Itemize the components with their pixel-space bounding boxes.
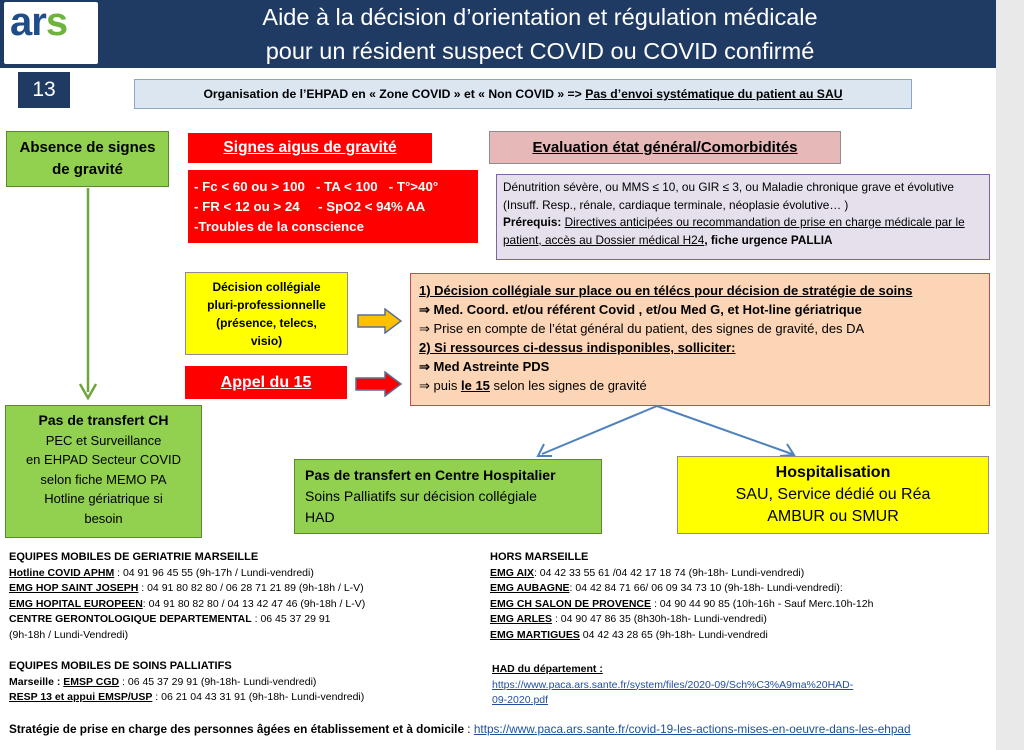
signes-title: Signes aigus de gravité — [188, 133, 432, 163]
had-link[interactable]: https://www.paca.ars.sante.fr/system/files/2020-09/Sch%C3%A9ma%20HAD- 09-2020.pdf — [492, 678, 854, 706]
ars-logo — [4, 2, 98, 64]
strategy-item1: ⇒ Med. Coord. et/ou référent Covid , et/ou Med G, et Hot-line gériatrique — [419, 302, 862, 317]
geriatrie-row: EMG HOP SAINT JOSEPH : 04 91 80 82 80 / 06 28 71 21 89 (9h-18h / L-V) — [9, 582, 364, 594]
hors-row: EMG ARLES : 04 90 47 86 35 (8h30h-18h- Lundi-vendredi) — [490, 613, 767, 625]
title-line-1: Aide à la décision d’orientation et régulation médicale — [262, 4, 818, 30]
arrow-icon: ⇒ — [419, 302, 434, 317]
slide-number: 13 — [18, 72, 70, 108]
red-right-arrow — [355, 371, 403, 397]
absence-line1: Absence de signes — [19, 139, 156, 156]
footer-link[interactable]: https://www.paca.ars.sante.fr/covid-19-les-actions-mises-en-oeuvre-dans-les-ehpad — [473, 722, 911, 736]
absence-line2: de gravité — [52, 161, 123, 178]
hors-marseille: HORS MARSEILLE EMG AIX: 04 42 33 55 61 /04 42 17 18 74 (9h-18h- Lundi-vendredi) EMG AUBAGNE: 04 42 84 71 66/ 06 09 34 73 10 (9h-18h- Lundi-vendredi): EMG CH SALON DE PROVENCE : 04 90 44 90 85 (10h-16h - Sauf Merc.10h-12h EMG ARLES : 04 90 47 86 35 (8h30h-18h- Lundi-vendredi) EMG MARTIGUES 04 42 43 28 65 (9h-18h- Lundi-vendredi — [490, 550, 910, 643]
hors-row: EMG AIX: 04 42 33 55 61 /04 42 17 18 74 (9h-18h- Lundi-vendredi) — [490, 566, 805, 579]
signes-line2: - FR < 12 ou > 24 - SpO2 < 94% AA — [194, 199, 426, 214]
decision-box: Décision collégiale pluri-professionnelle (présence, telecs, visio) — [185, 272, 348, 355]
page-title — [110, 0, 970, 68]
evaluation-prereq: Prérequis: Directives anticipées ou recommandation de prise en charge médicale par le patient, accès au Dossier médical H24, fiche urgence PALLIA — [503, 215, 965, 247]
footer: Stratégie de prise en charge des personnes âgées en établissement et à domicile : https://www.paca.ars.sante.fr/covid-19-les-actions-mises-en-oeuvre-dans-les-ehpad — [9, 722, 911, 736]
strategy-item2: ⇒ Prise en compte de l’état général du patient, des signes de gravité, des DA — [419, 321, 865, 336]
evaluation-title: Evaluation état général/Comorbidités — [489, 131, 841, 164]
arrow-icon: ⇒ — [419, 378, 434, 393]
geriatrie-row: CENTRE GERONTOLOGIQUE DEPARTEMENTAL : 06 45 37 29 91 — [9, 613, 331, 625]
had-section: HAD du département : https://www.paca.ars.sante.fr/system/files/2020-09/Sch%C3%A9ma%20HAD- 09-2020.pdf — [492, 662, 922, 709]
strategy-item3: ⇒ Med Astreinte PDS — [419, 359, 550, 374]
strategy-item4: ⇒ puis le 15 selon les signes de gravité — [419, 378, 647, 393]
equipes-geriatrie: EQUIPES MOBILES DE GERIATRIE MARSEILLE Hotline COVID APHM : 04 91 96 45 55 (9h-17h / Lundi-vendredi) EMG HOP SAINT JOSEPH : 04 91 80 82 80 / 06 28 71 21 89 (9h-18h / L-V) EMG HOPITAL EUROPEEN: 04 91 80 82 80 / 04 13 42 47 46 (9h-18h / L-V) CENTRE GERONTOLOGIQUE DEPARTEMENTAL : 06 45 37 29 91 (9h-18h / Lundi-Vendredi) — [9, 550, 479, 643]
green-down-arrow — [78, 188, 98, 402]
arrow-icon: ⇒ — [419, 359, 434, 374]
geriatrie-row: EMG HOPITAL EUROPEEN: 04 91 80 82 80 / 04 13 42 47 46 (9h-18h / L-V) — [9, 597, 366, 610]
appel-15: Appel du 15 — [185, 366, 347, 399]
evaluation-text: Dénutrition sévère, ou MMS ≤ 10, ou GIR ≤ 3, ou Maladie chronique grave et évolutive (Insuff. Resp., rénale, cardiaque terminale, néoplasie évolutive… ) — [503, 180, 954, 212]
logo-text: ars — [10, 0, 68, 44]
signes-box — [188, 170, 478, 243]
pas-transfert-ch-box: Pas de transfert CH PEC et Surveillance en EHPAD Secteur COVID selon fiche MEMO PA Hotline gériatrique si besoin — [5, 405, 202, 538]
geriatrie-row: Hotline COVID APHM : 04 91 96 45 55 (9h-17h / Lundi-vendredi) — [9, 566, 314, 579]
org-banner-underlined: Pas d’envoi systématique du patient au SAU — [585, 87, 843, 101]
hors-row: EMG AUBAGNE: 04 42 84 71 66/ 06 09 34 73 10 (9h-18h- Lundi-vendredi): — [490, 582, 843, 594]
title-line-2: pour un résident suspect COVID ou COVID confirmé — [265, 38, 815, 64]
hospitalisation-box: Hospitalisation SAU, Service dédié ou Réa AMBUR ou SMUR — [677, 456, 989, 534]
strategy-h2: 2) Si ressources ci-dessus indisponibles, solliciter: — [419, 340, 736, 355]
absence-box — [6, 131, 169, 187]
signes-line1: - Fc < 60 ou > 100 - TA < 100 - T°>40° — [194, 179, 439, 194]
strategy-box — [410, 273, 990, 406]
org-banner-text: Organisation de l’EHPAD en « Zone COVID » et « Non COVID » => — [203, 87, 586, 101]
soins-palliatifs: EQUIPES MOBILES DE SOINS PALLIATIFS Marseille : EMSP CGD : 06 45 37 29 91 (9h-18h- Lundi-vendredi) RESP 13 et appui EMSP/USP : 06 21 04 43 31 91 (9h-18h- Lundi-vendredi) — [9, 660, 365, 703]
branch-arrows — [530, 404, 810, 460]
hors-row: EMG MARTIGUES 04 42 43 28 65 (9h-18h- Lundi-vendredi — [490, 628, 768, 641]
pas-transfert-centre-box: Pas de transfert en Centre Hospitalier Soins Palliatifs sur décision collégiale HAD — [294, 459, 602, 534]
footer-label: Stratégie de prise en charge des personnes âgées en établissement et à domicile — [9, 722, 465, 736]
org-banner — [134, 79, 912, 109]
arrow-icon: ⇒ — [419, 321, 434, 336]
hors-row: EMG CH SALON DE PROVENCE : 04 90 44 90 85 (10h-16h - Sauf Merc.10h-12h — [490, 597, 874, 610]
geriatrie-row: (9h-18h / Lundi-Vendredi) — [9, 628, 129, 641]
yellow-right-arrow — [357, 308, 403, 334]
evaluation-box — [496, 174, 990, 260]
strategy-h1: 1) Décision collégiale sur place ou en télécs pour décision de stratégie de soins — [419, 283, 913, 298]
scroll-strip — [996, 0, 1024, 750]
signes-line3: -Troubles de la conscience — [194, 219, 364, 234]
